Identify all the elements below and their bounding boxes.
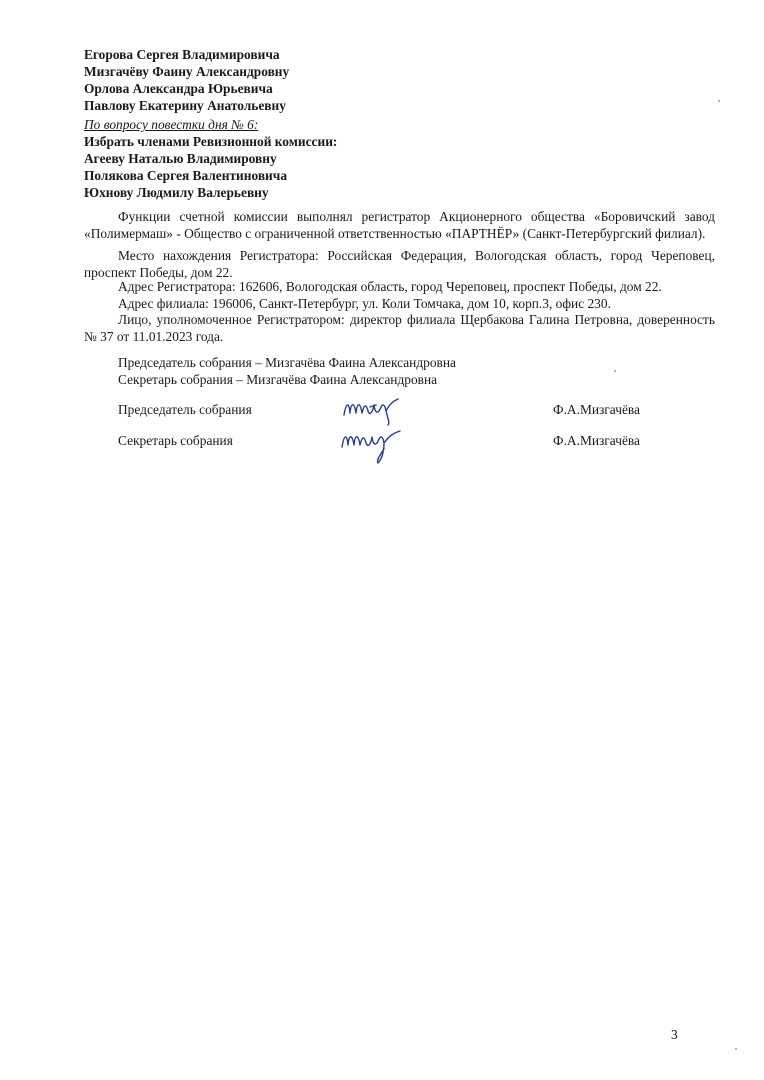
- scan-speck: [614, 370, 616, 372]
- page-number: 3: [671, 1027, 678, 1042]
- secretary-signature-label: Секретарь собрания: [118, 433, 233, 448]
- registrar-address: Адрес Регистратора: 162606, Вологодская область, город Череповец, проспект Победы, дом 22.: [118, 279, 662, 294]
- nominee-name: Егорова Сергея Владимировича: [84, 47, 280, 62]
- registrar-paragraph: Функции счетной комиссии выполнял регистратор Акционерного общества «Боровичский завод «Полимермаш» - Общество с ограниченной ответственностью «ПАРТНЁР» (Санкт-Петербургский филиал).: [84, 209, 715, 241]
- chair-signature-label: Председатель собрания: [118, 402, 252, 417]
- nominee-name: Павлову Екатерину Анатольевну: [84, 98, 286, 113]
- chair-signature-name: Ф.А.Мизгачёва: [553, 402, 640, 417]
- chair-line: Председатель собрания – Мизгачёва Фаина Александровна: [118, 355, 456, 370]
- nominee-name: Орлова Александра Юрьевича: [84, 81, 273, 96]
- branch-address: Адрес филиала: 196006, Санкт-Петербург, ул. Коли Томчака, дом 10, корп.3, офис 230.: [118, 296, 611, 311]
- secretary-line: Секретарь собрания – Мизгачёва Фаина Александровна: [118, 372, 438, 387]
- secretary-signature-icon: [338, 423, 410, 465]
- secretary-signature-name: Ф.А.Мизгачёва: [553, 433, 640, 448]
- commission-member: Полякова Сергея Валентиновича: [84, 168, 288, 183]
- registrar-location: Место нахождения Регистратора: Российская Федерация, Вологодская область, город Череповец, проспект Победы, дом 22.: [84, 248, 715, 280]
- authorized-person: Лицо, уполномоченное Регистратором: директор филиала Щербакова Галина Петровна, доверенность № 37 от 11.01.2023 года.: [84, 312, 715, 344]
- agenda-decision: Избрать членами Ревизионной комиссии:: [84, 134, 338, 149]
- commission-member: Агееву Наталью Владимировну: [84, 151, 277, 166]
- scan-speck: [718, 100, 720, 102]
- nominee-name: Мизгачёву Фаину Александровну: [84, 64, 290, 79]
- scan-speck: [735, 1048, 737, 1050]
- agenda-item-heading: По вопросу повестки дня № 6:: [84, 117, 259, 132]
- chair-signature-icon: [340, 393, 410, 427]
- commission-member: Юхнову Людмилу Валерьевну: [84, 185, 269, 200]
